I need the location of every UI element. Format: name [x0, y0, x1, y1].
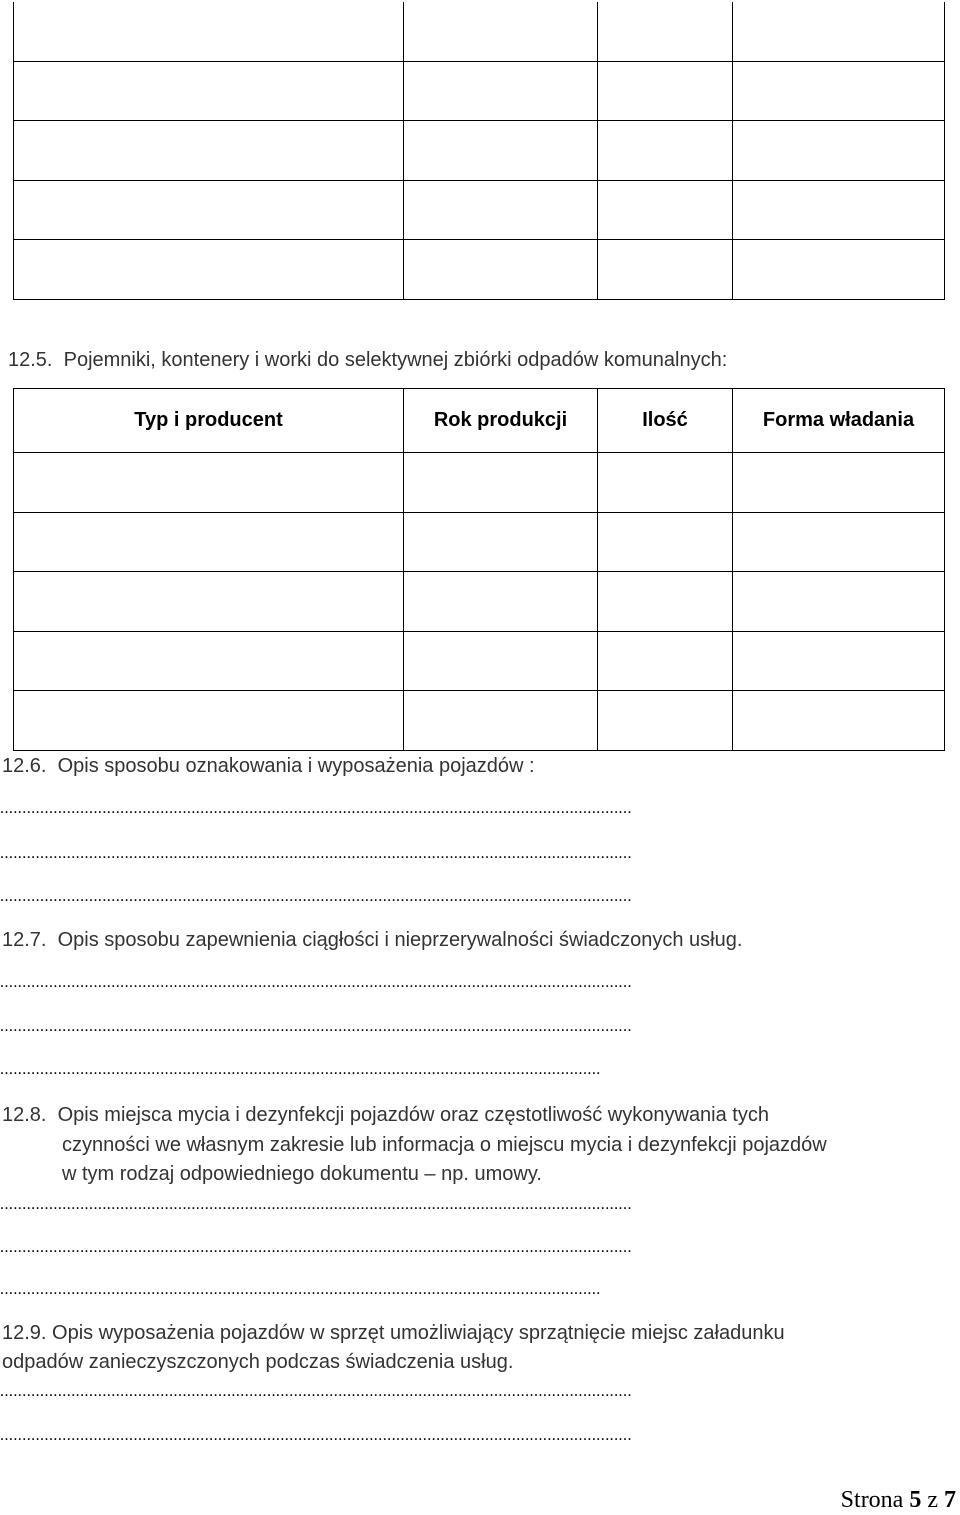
section-number: 12.6.: [2, 755, 47, 777]
section-number: 12.7.: [2, 929, 47, 951]
table-cell[interactable]: [404, 513, 598, 573]
table-cell[interactable]: [598, 632, 733, 692]
fill-in-line[interactable]: .......................................................................................................................................: [0, 1061, 601, 1078]
section-title: Pojemniki, kontenery i worki do selektywnej zbiórki odpadów komunalnych:: [63, 349, 728, 371]
table-cell[interactable]: [598, 572, 733, 632]
section-12-7-heading: [2, 928, 742, 952]
table-cell[interactable]: [404, 691, 598, 751]
table-cell[interactable]: [14, 62, 404, 122]
table-cell[interactable]: [404, 2, 598, 62]
table-cell[interactable]: [404, 62, 598, 122]
table-cell[interactable]: [733, 632, 945, 692]
table-cell[interactable]: [14, 632, 404, 692]
section-12-9-line2: odpadów zanieczyszczonych podczas świadczenia usług.: [2, 1351, 514, 1373]
table-cell[interactable]: [14, 121, 404, 181]
section-text: Opis miejsca mycia i dezynfekcji pojazdów oraz częstotliwość wykonywania tych: [57, 1104, 769, 1126]
column-header-quantity: Ilość: [598, 389, 733, 453]
section-12-8-line2: czynności we własnym zakresie lub informacja o miejscu mycia i dezynfekcji pojazdów: [62, 1134, 827, 1156]
table-cell[interactable]: [598, 453, 733, 513]
fill-in-line[interactable]: ..............................................................................................................................................: [0, 1239, 632, 1256]
table-cell[interactable]: [14, 181, 404, 241]
table-cell[interactable]: [733, 572, 945, 632]
vehicles-table-continuation: [13, 2, 945, 300]
fill-in-line[interactable]: ..............................................................................................................................................: [0, 1427, 632, 1444]
fill-in-line[interactable]: ..............................................................................................................................................: [0, 888, 632, 905]
table-cell[interactable]: [404, 181, 598, 241]
section-title: Opis sposobu oznakowania i wyposażenia pojazdów :: [57, 755, 535, 777]
table-cell[interactable]: [733, 691, 945, 751]
fill-in-line[interactable]: ..............................................................................................................................................: [0, 974, 632, 991]
table-cell[interactable]: [404, 453, 598, 513]
fill-in-line[interactable]: ..............................................................................................................................................: [0, 1383, 632, 1400]
table-cell[interactable]: [733, 2, 945, 62]
table-cell[interactable]: [598, 691, 733, 751]
page-label: Strona: [840, 1487, 904, 1513]
section-title: Opis sposobu zapewnienia ciągłości i nieprzerywalności świadczonych usług.: [57, 929, 743, 951]
table-cell[interactable]: [404, 121, 598, 181]
section-12-9-line1: 12.9. Opis wyposażenia pojazdów w sprzęt umożliwiający sprzątnięcie miejsc załadunku: [2, 1322, 785, 1344]
table-cell[interactable]: [598, 513, 733, 573]
table-cell[interactable]: [14, 2, 404, 62]
table-cell[interactable]: [733, 62, 945, 122]
fill-in-line[interactable]: ..............................................................................................................................................: [0, 1196, 632, 1213]
section-number: 12.8.: [2, 1104, 47, 1126]
table-cell[interactable]: [404, 632, 598, 692]
table-cell[interactable]: [598, 240, 733, 300]
section-12-5-heading: [8, 348, 727, 372]
current-page: 5: [909, 1487, 922, 1513]
table-cell[interactable]: [598, 2, 733, 62]
page-separator: z: [927, 1487, 938, 1513]
table-cell[interactable]: [733, 181, 945, 241]
section-12-8-line3: w tym rodzaj odpowiedniego dokumentu – np. umowy.: [62, 1163, 542, 1185]
table-cell[interactable]: [598, 62, 733, 122]
table-cell[interactable]: [14, 240, 404, 300]
column-header-production-year: Rok produkcji: [404, 389, 598, 453]
table-cell[interactable]: [733, 121, 945, 181]
table-cell[interactable]: [14, 453, 404, 513]
table-cell[interactable]: [14, 691, 404, 751]
table-cell[interactable]: [404, 572, 598, 632]
fill-in-line[interactable]: .......................................................................................................................................: [0, 1281, 601, 1298]
table-cell[interactable]: [733, 240, 945, 300]
table-cell[interactable]: [14, 572, 404, 632]
table-cell[interactable]: [733, 513, 945, 573]
section-12-8-line1: [2, 1103, 769, 1127]
section-12-6-heading: [2, 754, 535, 778]
table-cell[interactable]: [404, 240, 598, 300]
column-header-type-producer: Typ i producent: [14, 389, 404, 453]
fill-in-line[interactable]: ..............................................................................................................................................: [0, 1018, 632, 1035]
section-number: 12.5.: [8, 349, 53, 371]
containers-table: [13, 388, 945, 751]
table-cell[interactable]: [598, 181, 733, 241]
table-cell[interactable]: [14, 513, 404, 573]
fill-in-line[interactable]: ..............................................................................................................................................: [0, 845, 632, 862]
column-header-ownership-form: Forma władania: [733, 389, 945, 453]
page-number: [841, 1487, 956, 1514]
total-pages: 7: [944, 1487, 956, 1513]
table-cell[interactable]: [733, 453, 945, 513]
fill-in-line[interactable]: ..............................................................................................................................................: [0, 800, 632, 817]
table-cell[interactable]: [598, 121, 733, 181]
